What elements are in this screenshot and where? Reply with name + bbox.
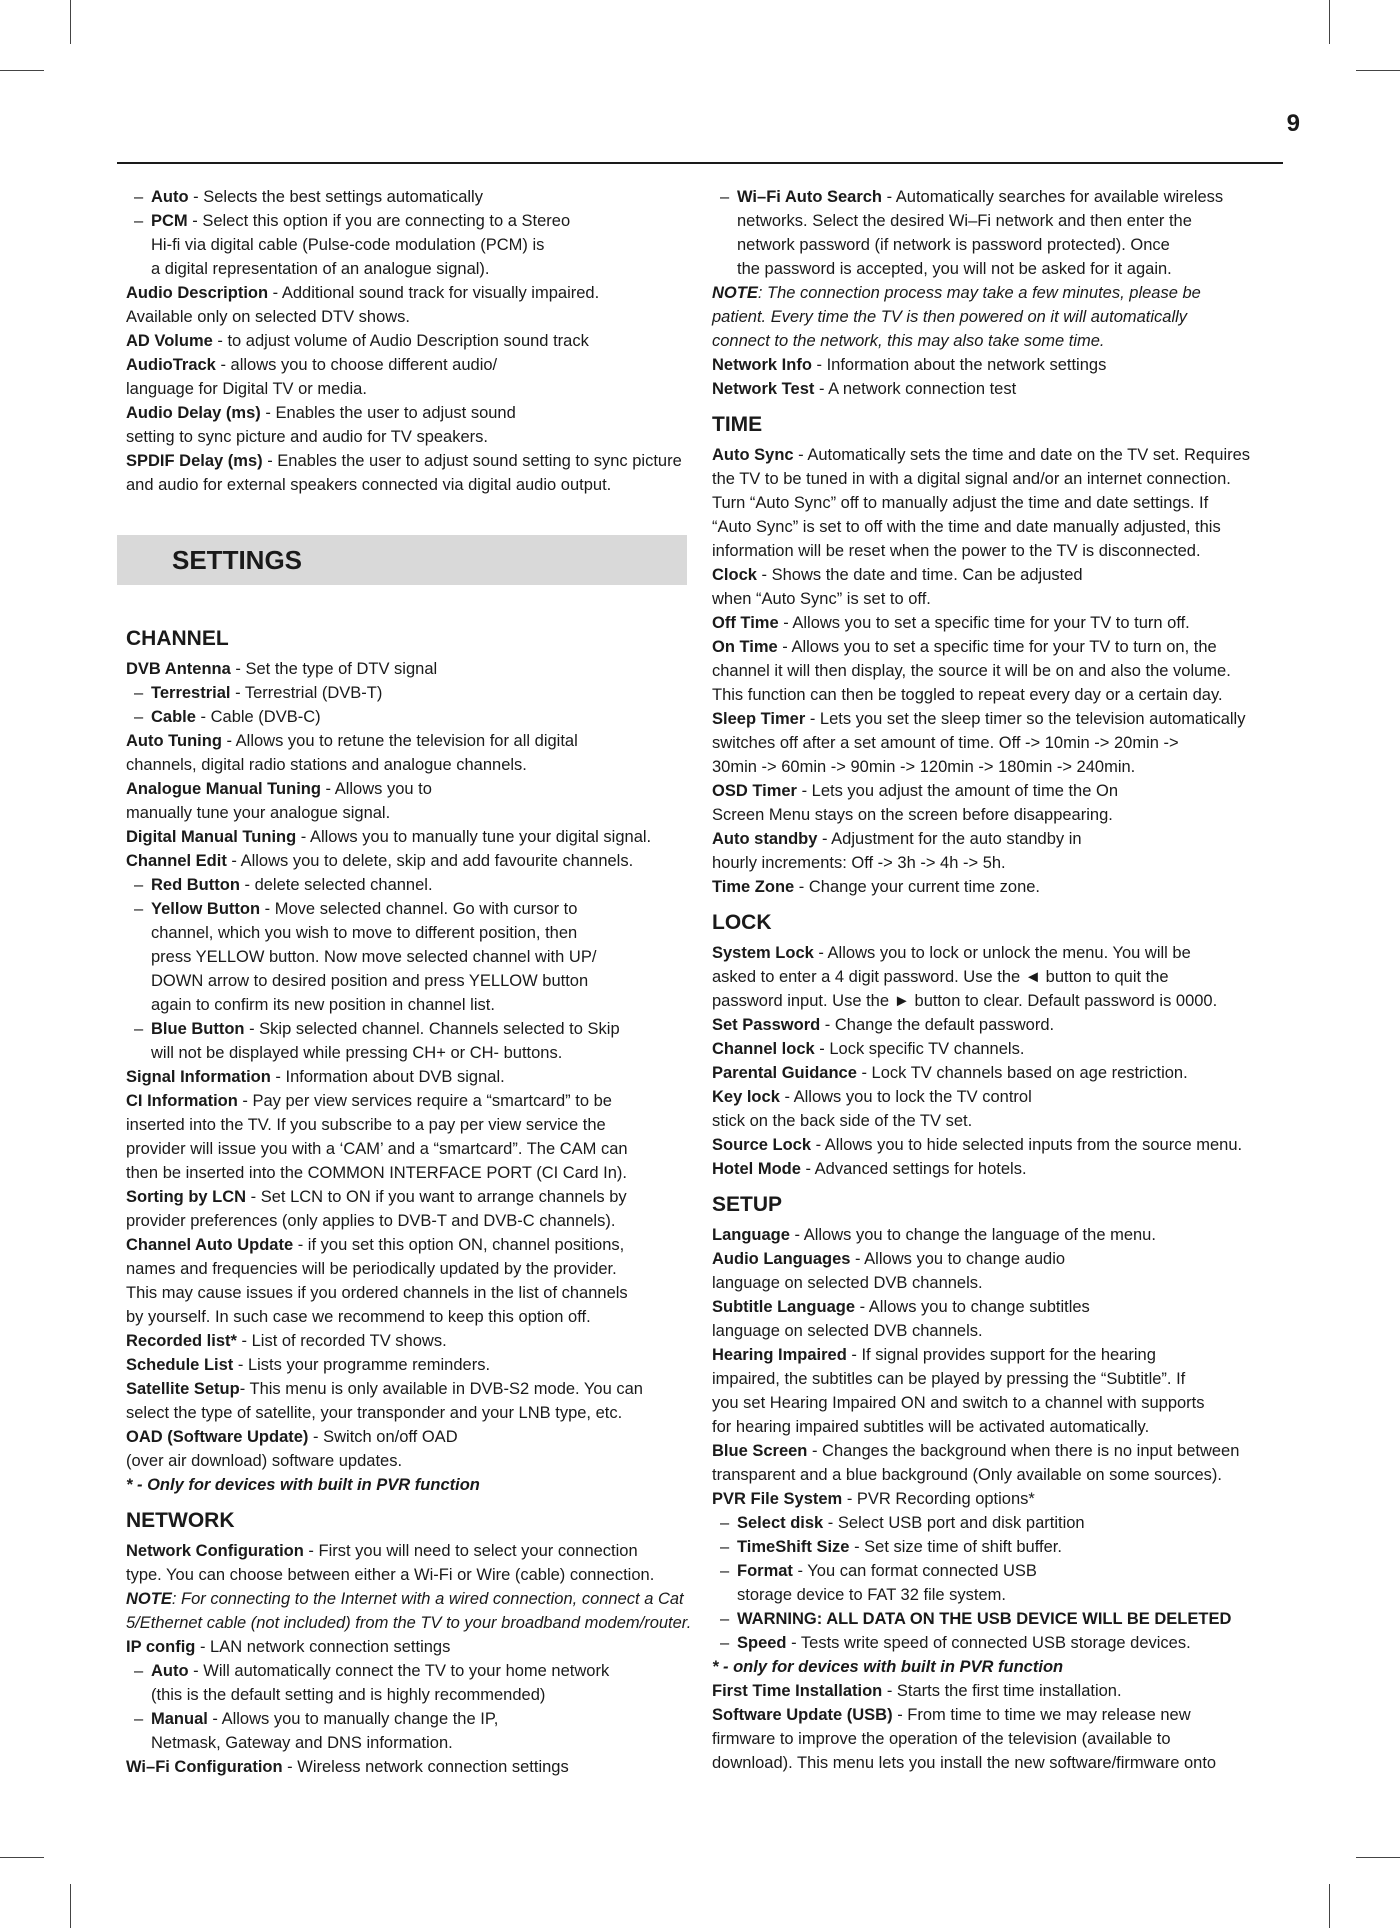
item-clock: Clock - Shows the date and time. Can be adjusted [712, 566, 1083, 584]
right-column [712, 185, 1272, 1775]
bullet-timeshift-size: – TimeShift Size - Set size time of shift buffer. [720, 1538, 1062, 1556]
text-line: networks. Select the desired Wi–Fi network and then enter the [737, 212, 1192, 230]
bullet-ip-auto: – Auto - Will automatically connect the TV to your home network [134, 1662, 610, 1680]
text-line: language on selected DVB channels. [712, 1322, 983, 1340]
text-line: and audio for external speakers connected via digital audio output. [126, 476, 612, 494]
note-wired: NOTE: For connecting to the Internet with a wired connection, connect a Cat [126, 1590, 684, 1608]
text-line: transparent and a blue background (Only available on some sources). [712, 1466, 1222, 1484]
section-channel-heading: CHANNEL [126, 627, 229, 650]
text-line: impaired, the subtitles can be played by pressing the “Subtitle”. If [712, 1370, 1186, 1388]
item-ad-volume: AD Volume - to adjust volume of Audio Description sound track [126, 332, 589, 350]
text-line: select the type of satellite, your transponder and your LNB type, etc. [126, 1404, 623, 1422]
left-column [126, 185, 698, 1779]
item-audio-description: Audio Description - Additional sound track for visually impaired. [126, 284, 600, 302]
bullet-pcm: – PCM - Select this option if you are connecting to a Stereo [134, 212, 571, 230]
item-pvr-file-system: PVR File System - PVR Recording options* [712, 1490, 1035, 1508]
bullet-blue-button: – Blue Button - Skip selected channel. Channels selected to Skip [134, 1020, 620, 1038]
item-osd-timer: OSD Timer - Lets you adjust the amount of time the On [712, 782, 1118, 800]
bullet-select-disk: – Select disk - Select USB port and disk partition [720, 1514, 1085, 1532]
item-hotel-mode: Hotel Mode - Advanced settings for hotels. [712, 1160, 1027, 1178]
crop-mark [1356, 70, 1400, 71]
bullet-terrestrial: – Terrestrial - Terrestrial (DVB-T) [134, 684, 383, 702]
page-number: 9 [1286, 110, 1300, 137]
settings-banner: SETTINGS [117, 535, 687, 585]
text-line: again to confirm its new position in channel list. [151, 996, 495, 1014]
item-subtitle-language: Subtitle Language - Allows you to change subtitles [712, 1298, 1090, 1316]
text-line: will not be displayed while pressing CH+ or CH- buttons. [151, 1044, 563, 1062]
item-signal-information: Signal Information - Information about DVB signal. [126, 1068, 505, 1086]
text-line: (this is the default setting and is highly recommended) [151, 1686, 546, 1704]
header-rule [117, 162, 1283, 164]
item-language: Language - Allows you to change the language of the menu. [712, 1226, 1156, 1244]
item-analogue-manual-tuning: Analogue Manual Tuning - Allows you to [126, 780, 432, 798]
item-auto-sync: Auto Sync - Automatically sets the time and date on the TV set. Requires [712, 446, 1251, 464]
text-line: This function can then be toggled to repeat every day or a certain day. [712, 686, 1223, 704]
item-oad: OAD (Software Update) - Switch on/off OAD [126, 1428, 458, 1446]
text-line: the password is accepted, you will not be asked for it again. [737, 260, 1172, 278]
bullet-wifi-auto-search: – Wi–Fi Auto Search - Automatically searches for available wireless [720, 188, 1224, 206]
text-line: the TV to be tuned in with a digital signal and/or an internet connection. [712, 470, 1231, 488]
item-auto-standby: Auto standby - Adjustment for the auto standby in [712, 830, 1082, 848]
item-spdif-delay: SPDIF Delay (ms) - Enables the user to adjust sound setting to sync picture [126, 452, 682, 470]
text-line: Screen Menu stays on the screen before disappearing. [712, 806, 1113, 824]
text-line: a digital representation of an analogue signal). [151, 260, 490, 278]
text-line: press YELLOW button. Now move selected channel with UP/ [151, 948, 597, 966]
text-line: switches off after a set amount of time. Off -> 10min -> 20min -> [712, 734, 1179, 752]
section-setup-heading: SETUP [712, 1193, 783, 1216]
text-line: “Auto Sync” is set to off with the time and date manually adjusted, this [712, 518, 1221, 536]
item-digital-manual-tuning: Digital Manual Tuning - Allows you to manually tune your digital signal. [126, 828, 652, 846]
item-dvb-antenna: DVB Antenna - Set the type of DTV signal [126, 660, 438, 678]
crop-mark [0, 1857, 44, 1858]
item-network-configuration: Network Configuration - First you will need to select your connection [126, 1542, 638, 1560]
item-network-info: Network Info - Information about the network settings [712, 356, 1107, 374]
item-off-time: Off Time - Allows you to set a specific time for your TV to turn off. [712, 614, 1190, 632]
item-system-lock: System Lock - Allows you to lock or unlock the menu. You will be [712, 944, 1191, 962]
item-key-lock: Key lock - Allows you to lock the TV control [712, 1088, 1032, 1106]
bullet-ip-manual: – Manual - Allows you to manually change the IP, [134, 1710, 499, 1728]
item-satellite-setup: Satellite Setup- This menu is only available in DVB-S2 mode. You can [126, 1380, 643, 1398]
item-audiotrack: AudioTrack - allows you to choose different audio/ [126, 356, 498, 374]
text-line: provider will issue you with a ‘CAM’ and a “smartcard”. The CAM can [126, 1140, 628, 1158]
item-software-update: Software Update (USB) - From time to time we may release new [712, 1706, 1191, 1724]
item-set-password: Set Password - Change the default password. [712, 1016, 1055, 1034]
text-line: for hearing impaired subtitles will be activated automatically. [712, 1418, 1150, 1436]
crop-mark [0, 70, 44, 71]
crop-mark [70, 1884, 71, 1928]
bullet-yellow-button: – Yellow Button - Move selected channel. Go with cursor to [134, 900, 578, 918]
item-sorting-by-lcn: Sorting by LCN - Set LCN to ON if you want to arrange channels by [126, 1188, 627, 1206]
bullet-red-button: – Red Button - delete selected channel. [134, 876, 433, 894]
section-network-heading: NETWORK [126, 1509, 235, 1532]
item-ip-config: IP config - LAN network connection settings [126, 1638, 451, 1656]
text-line: language on selected DVB channels. [712, 1274, 983, 1292]
text-line: language for Digital TV or media. [126, 380, 367, 398]
text-line: 30min -> 60min -> 90min -> 120min -> 180min -> 240min. [712, 758, 1136, 776]
text-line: 5/Ethernet cable (not included) from the TV to your broadband modem/router. [126, 1614, 692, 1632]
text-line: storage device to FAT 32 file system. [737, 1586, 1007, 1604]
item-channel-edit: Channel Edit - Allows you to delete, skip and add favourite channels. [126, 852, 634, 870]
item-time-zone: Time Zone - Change your current time zone. [712, 878, 1041, 896]
item-channel-auto-update: Channel Auto Update - if you set this option ON, channel positions, [126, 1236, 625, 1254]
text-line: channel, which you wish to move to different position, then [151, 924, 578, 942]
text-line: This may cause issues if you ordered channels in the list of channels [126, 1284, 628, 1302]
item-ci-information: CI Information - Pay per view services require a “smartcard” to be [126, 1092, 612, 1110]
text-line: patient. Every time the TV is then powered on it will automatically [712, 308, 1188, 326]
text-line: provider preferences (only applies to DVB-T and DVB-C channels). [126, 1212, 616, 1230]
bullet-warning: – WARNING: ALL DATA ON THE USB DEVICE WILL BE DELETED [720, 1610, 1232, 1628]
text-line: then be inserted into the COMMON INTERFACE PORT (CI Card In). [126, 1164, 627, 1182]
crop-mark [1329, 0, 1330, 44]
text-line: Netmask, Gateway and DNS information. [151, 1734, 453, 1752]
section-time-heading: TIME [712, 413, 763, 436]
item-parental-guidance: Parental Guidance - Lock TV channels based on age restriction. [712, 1064, 1188, 1082]
text-line: setting to sync picture and audio for TV speakers. [126, 428, 488, 446]
text-line: stick on the back side of the TV set. [712, 1112, 973, 1130]
text-line: download). This menu lets you install the new software/firmware onto [712, 1754, 1217, 1772]
bullet-speed: – Speed - Tests write speed of connected USB storage devices. [720, 1634, 1191, 1652]
text-line: inserted into the TV. If you subscribe to a pay per view service the [126, 1116, 606, 1134]
item-auto-tuning: Auto Tuning - Allows you to retune the television for all digital [126, 732, 578, 750]
note-connection: NOTE: The connection process may take a few minutes, please be [712, 284, 1201, 302]
text-line: firmware to improve the operation of the television (available to [712, 1730, 1171, 1748]
text-line: connect to the network, this may also take some time. [712, 332, 1105, 350]
item-audio-delay: Audio Delay (ms) - Enables the user to adjust sound [126, 404, 516, 422]
text-line: manually tune your analogue signal. [126, 804, 391, 822]
text-line: asked to enter a 4 digit password. Use the ◄ button to quit the [712, 968, 1169, 986]
pvr-footnote: * - Only for devices with built in PVR function [126, 1476, 480, 1494]
item-blue-screen: Blue Screen - Changes the background when there is no input between [712, 1442, 1240, 1460]
text-line: Turn “Auto Sync” off to manually adjust the time and date settings. If [712, 494, 1209, 512]
text-line: when “Auto Sync” is set to off. [712, 590, 931, 608]
item-schedule-list: Schedule List - Lists your programme reminders. [126, 1356, 491, 1374]
text-line: Hi-fi via digital cable (Pulse-code modulation (PCM) is [151, 236, 545, 254]
section-lock-heading: LOCK [712, 911, 772, 934]
item-hearing-impaired: Hearing Impaired - If signal provides support for the hearing [712, 1346, 1156, 1364]
item-on-time: On Time - Allows you to set a specific time for your TV to turn on, the [712, 638, 1217, 656]
item-recorded-list: Recorded list* - List of recorded TV shows. [126, 1332, 447, 1350]
bullet-format: – Format - You can format connected USB [720, 1562, 1037, 1580]
item-channel-lock: Channel lock - Lock specific TV channels. [712, 1040, 1025, 1058]
text-line: you set Hearing Impaired ON and switch to a channel with supports [712, 1394, 1205, 1412]
item-first-time-installation: First Time Installation - Starts the first time installation. [712, 1682, 1122, 1700]
text-line: hourly increments: Off -> 3h -> 4h -> 5h. [712, 854, 1006, 872]
crop-mark [1356, 1857, 1400, 1858]
crop-mark [1329, 1884, 1330, 1928]
text-line: (over air download) software updates. [126, 1452, 403, 1470]
text-line: by yourself. In such case we recommend to keep this option off. [126, 1308, 591, 1326]
text-line: DOWN arrow to desired position and press YELLOW button [151, 972, 589, 990]
pvr-footnote: * - only for devices with built in PVR function [712, 1658, 1064, 1676]
text-line: network password (if network is password protected). Once [737, 236, 1170, 254]
crop-mark [70, 0, 71, 44]
text-line: type. You can choose between either a Wi-Fi or Wire (cable) connection. [126, 1566, 655, 1584]
text-line: password input. Use the ► button to clear. Default password is 0000. [712, 992, 1218, 1010]
bullet-cable: – Cable - Cable (DVB-C) [134, 708, 321, 726]
item-network-test: Network Test - A network connection test [712, 380, 1017, 398]
text-line: Available only on selected DTV shows. [126, 308, 411, 326]
item-source-lock: Source Lock - Allows you to hide selected inputs from the source menu. [712, 1136, 1243, 1154]
text-line: channel it will then display, the source it will be on and also the volume. [712, 662, 1231, 680]
item-audio-languages: Audio Languages - Allows you to change audio [712, 1250, 1066, 1268]
text-line: information will be reset when the power to the TV is disconnected. [712, 542, 1201, 560]
text-line: channels, digital radio stations and analogue channels. [126, 756, 527, 774]
text-line: names and frequencies will be periodically updated by the provider. [126, 1260, 617, 1278]
item-wifi-configuration: Wi–Fi Configuration - Wireless network connection settings [126, 1758, 569, 1776]
item-sleep-timer: Sleep Timer - Lets you set the sleep timer so the television automatically [712, 710, 1246, 728]
bullet-auto: – Auto - Selects the best settings automatically [134, 188, 483, 206]
